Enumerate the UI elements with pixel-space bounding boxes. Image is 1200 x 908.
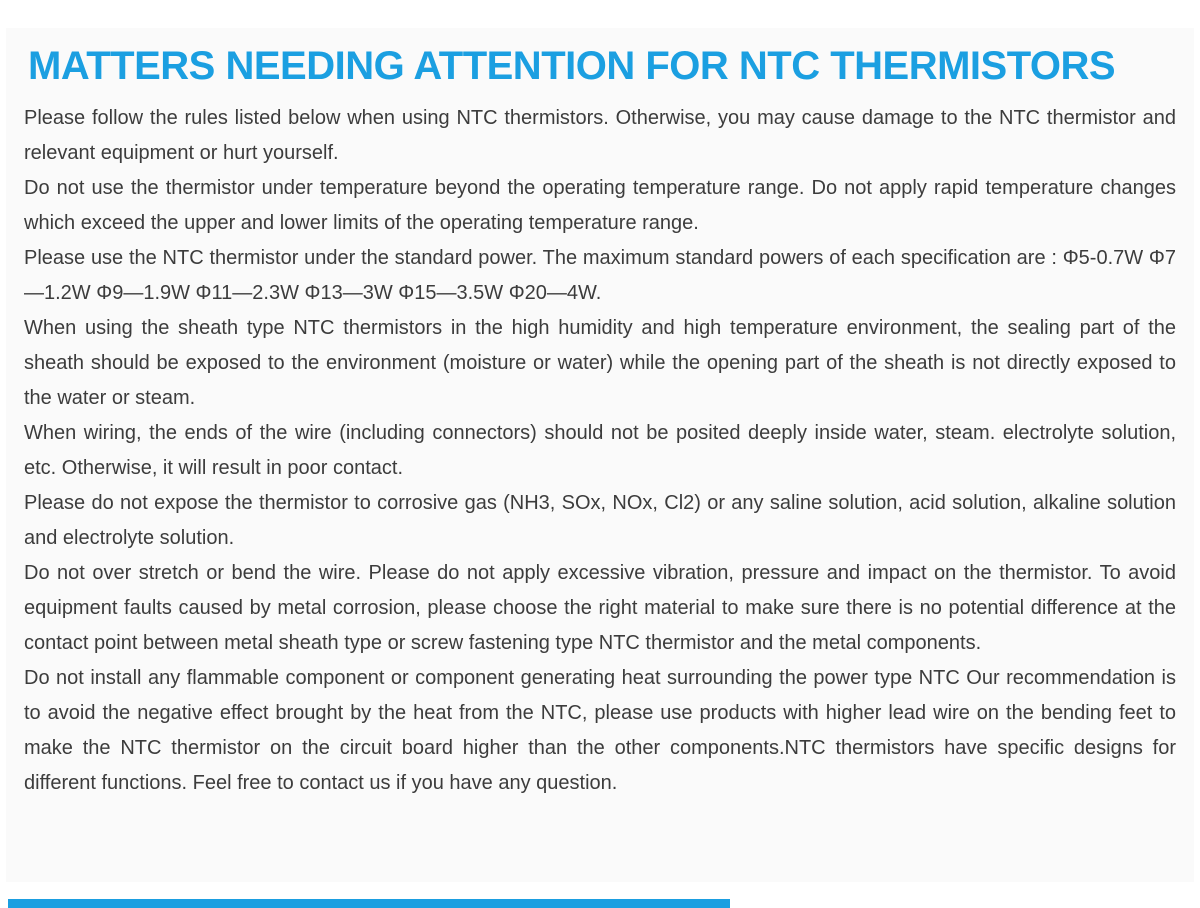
content-area: [6, 28, 1194, 882]
paragraph: Please follow the rules listed below when using NTC thermistors. Otherwise, you may cause damage to the NTC thermistor and relevant equipment or hurt yourself.: [24, 107, 1176, 164]
paragraph: Do not over stretch or bend the wire. Please do not apply excessive vibration, pressure and impact on the thermistor. To avoid equipment faults caused by metal corrosion, please choose the right material to make sure there is no potential difference at the contact point between metal sheath type or screw fastening type NTC thermistor and the metal components.: [24, 562, 1176, 654]
body-text: [6, 97, 1194, 801]
page-title: MATTERS NEEDING ATTENTION FOR NTC THERMISTORS: [28, 44, 1116, 88]
paragraph: Do not install any flammable component or component generating heat surrounding the power type NTC Our recommendation is to avoid the negative effect brought by the heat from the NTC, please use products with higher lead wire on the bending feet to make the NTC thermistor on the circuit board higher than the other components.NTC thermistors have specific designs for different functions. Feel free to contact us if you have any question.: [24, 667, 1176, 794]
paragraph: Do not use the thermistor under temperature beyond the operating temperature range. Do not apply rapid temperature changes which exceed the upper and lower limits of the operating temperature range.: [24, 177, 1176, 234]
paragraph: Please do not expose the thermistor to corrosive gas (NH3, SOx, NOx, Cl2) or any saline solution, acid solution, alkaline solution and electrolyte solution.: [24, 492, 1176, 549]
paragraph: Please use the NTC thermistor under the standard power. The maximum standard powers of each specification are : Φ5-0.7W Φ7—1.2W Φ9—1.9W Φ11—2.3W Φ13—3W Φ15—3.5W Φ20—4W.: [24, 247, 1176, 304]
paragraph: When using the sheath type NTC thermistors in the high humidity and high temperature environment, the sealing part of the sheath should be exposed to the environment (moisture or water) while the opening part of the sheath is not directly exposed to the water or steam.: [24, 317, 1176, 409]
bottom-accent-bar: [8, 899, 730, 908]
paragraph: When wiring, the ends of the wire (including connectors) should not be posited deeply inside water, steam. electrolyte solution, etc. Otherwise, it will result in poor contact.: [24, 422, 1176, 479]
